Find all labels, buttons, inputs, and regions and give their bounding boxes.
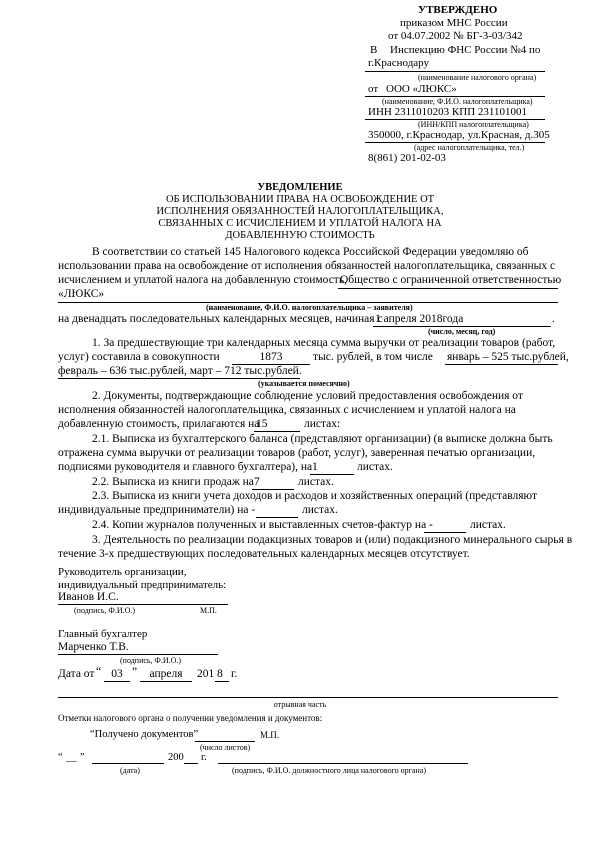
applicant-name-cont: «ЛЮКС» [58, 288, 105, 300]
p23-line-1: 2.3. Выписка из книги учета доходов и расходов и хозяйственных операций (представляют [92, 490, 537, 502]
p22-line-b: листах. [298, 476, 334, 488]
inn-kpp: ИНН 2311010203 КПП 231101001 [368, 106, 527, 118]
p2-line-3b: листах: [304, 418, 341, 430]
p2-line-2: исполнения обязанностей налогоплательщика, связанных с исчислением и уплатой налога на [58, 404, 516, 416]
accountant-caption: (подпись, Ф.И.О.) [120, 656, 182, 665]
tear-off-stamp: М.П. [260, 730, 280, 740]
period-text: на двенадцать последовательных календарных месяцев, начиная с [58, 313, 383, 325]
period-caption: (число, месяц, год) [428, 327, 496, 336]
tax-authority-city: г.Краснодару [368, 57, 430, 69]
doc-subtitle-4: ДОБАВЛЕННУЮ СТОИМОСТЬ [225, 230, 375, 241]
tax-authority: Инспекцию ФНС России №4 по [390, 44, 541, 56]
address-caption: (адрес налогоплательщика, тел.) [414, 143, 525, 152]
doc-subtitle-2: ИСПОЛНЕНИЯ ОБЯЗАННОСТЕЙ НАЛОГОПЛАТЕЛЬЩИКА, [156, 206, 444, 217]
applicant-caption: (наименование, Ф.И.О. налогоплательщика – заявителя) [206, 303, 413, 312]
p23-line-2: индивидуальные предприниматели) на - [58, 504, 256, 516]
head-caption: (подпись, Ф.И.О.) [74, 606, 136, 615]
p2-line-1: 2. Документы, подтверждающие соблюдение условий предоставления освобождения от [92, 390, 523, 402]
receipt-day: __ [66, 752, 77, 763]
revenue-january: январь – 525 тыс.рублей, [447, 351, 569, 363]
approval-order: приказом МНС России [400, 17, 508, 29]
p23-line-2b: листах. [302, 504, 338, 516]
period-start-date: 1 апреля 2018года [375, 313, 464, 325]
balance-sheets: 1 [312, 461, 318, 473]
applicant-name: Общество с ограниченной ответственностью [340, 274, 562, 286]
inn-caption: (ИНН/КПП налогоплательщика) [418, 120, 529, 129]
date-suffix: г. [231, 668, 238, 680]
intro-line-2: использовании права на освобождение от исполнения обязанностей налогоплательщика, связанных с [58, 260, 556, 272]
official-caption: (подпись, Ф.И.О. должностного лица налогового органа) [232, 766, 427, 775]
from-prefix: от [368, 83, 379, 95]
doc-title: УВЕДОМЛЕНИЕ [257, 182, 343, 193]
revenue-total: 1873 [259, 351, 283, 363]
p24-line-b: листах. [470, 519, 506, 531]
p22-line: 2.2. Выписка из книги продаж на [92, 476, 254, 488]
p21-line-3b: листах. [357, 461, 393, 473]
date-prefix: Дата от [58, 668, 95, 680]
accountant-name: Марченко Т.В. [58, 641, 129, 653]
receipt-date-caption: (дата) [120, 766, 140, 775]
to-prefix: В [370, 44, 378, 56]
p21-line-3: подписями руководителя и главного бухгалтера), на [58, 461, 313, 473]
taxpayer-name: ООО «ЛЮКС» [386, 83, 457, 95]
p1-line-2: услуг) составила в совокупности [58, 351, 220, 363]
head-title: Руководитель организации, [58, 566, 187, 578]
p3-line-1: 3. Деятельность по реализации подакцизных товаров и (или) подакцизного минерального сырья в [92, 534, 573, 546]
taxpayer-caption: (наименование, Ф.И.О. налогоплательщика) [382, 97, 533, 106]
authority-caption: (наименование налогового органа) [418, 73, 537, 82]
p1-line-2b: тыс. рублей, в том числе [313, 351, 433, 363]
head-title-2: индивидуальный предприниматель: [58, 579, 227, 591]
doc-subtitle-1: ОБ ИСПОЛЬЗОВАНИИ ПРАВА НА ОСВОБОЖДЕНИЕ ОТ [165, 194, 435, 205]
head-name: Иванов И.С. [58, 591, 119, 603]
p1-line-1: 1. За предшествующие три календарных месяца сумма выручки от реализации товаров (работ, [92, 337, 556, 349]
revenue-feb-mar: февраль – 636 тыс.рублей, март – 712 тыс.рублей. [58, 365, 302, 377]
approval-title: УТВЕРЖДЕНО [418, 4, 498, 16]
intro-line-3: исчислением и уплатой налога на добавленную стоимость, [58, 274, 347, 286]
monthly-caption: (указывается помесячно) [258, 379, 350, 388]
date-year-digit: 8 [217, 668, 223, 680]
receipt-year-suffix: г. [201, 752, 207, 763]
stamp-place: М.П. [200, 606, 217, 615]
p2-line-3: добавленную стоимость, прилагаются на [58, 418, 260, 430]
date-year: 201 [197, 668, 215, 680]
sales-book-sheets: 7 [254, 476, 260, 488]
p21-line-2: отражена сумма выручки от реализации товаров (работ, услуг), заверенная печатью организации, [58, 447, 536, 459]
p3-line-2: течение 3-х предшествующих последовательных календарных месяцев отсутствует. [58, 548, 470, 560]
tear-off-title: отрывная часть [273, 700, 327, 709]
accountant-title: Главный бухгалтер [58, 628, 148, 640]
tax-authority-note: Отметки налогового органа о получении уведомления и документов: [58, 713, 323, 723]
approval-order-number: от 04.07.2002 № БГ-3-03/342 [388, 30, 523, 42]
taxpayer-phone: 8(861) 201-02-03 [368, 152, 446, 164]
p21-line-1: 2.1. Выписка из бухгалтерского баланса (представляют организации) (в выписке должна быть [92, 433, 553, 445]
intro-line-1: В соответствии со статьей 145 Налогового кодекса Российской Федерации уведомляю об [92, 246, 529, 258]
attachments-sheets: 15 [256, 418, 268, 430]
date-day: 03 [111, 668, 123, 680]
sheets-caption: (число листов) [200, 743, 251, 752]
receipt-year: 200 [168, 752, 184, 763]
doc-subtitle-3: СВЯЗАННЫХ С ИСЧИСЛЕНИЕМ И УПЛАТОЙ НАЛОГА НА [158, 218, 442, 229]
received-documents: “Получено документов” [90, 729, 199, 740]
date-month: апреля [149, 668, 183, 680]
taxpayer-address: 350000, г.Краснодар, ул.Красная, д.305 [368, 129, 550, 141]
p24-line: 2.4. Копии журналов полученных и выставленных счетов-фактур на - [92, 519, 433, 531]
